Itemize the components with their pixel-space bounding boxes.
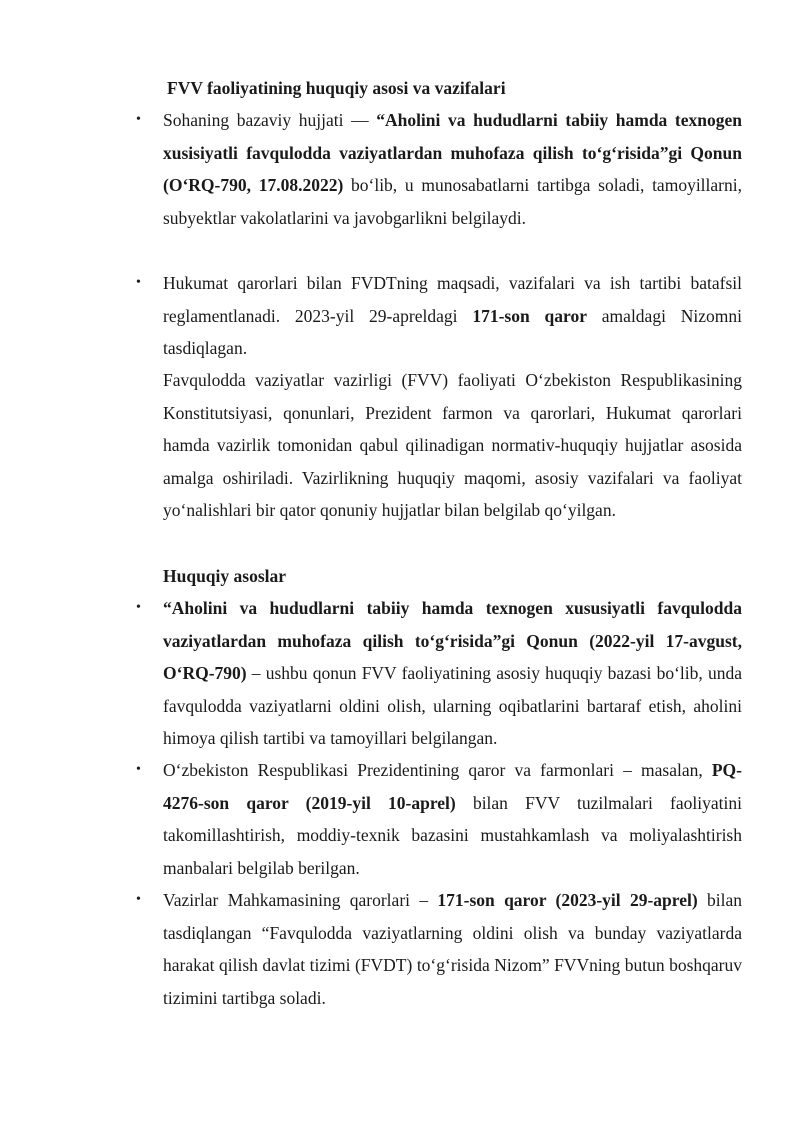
item-text: Vazirlar Mahkamasining qarorlari – [163,890,438,910]
item-text: bilan tasdiqlangan “Favqulodda vaziyatlarning oldini olish va bunday vaziyatlarda harakat qilish davlat tizimi (FVDT) to‘g‘risida Nizom” FVVning butun boshqaruv tizimini tartibga soladi. [163,890,742,1008]
list-item [163,754,742,884]
body-paragraph: Favqulodda vaziyatlar vazirligi (FVV) faoliyati O‘zbekiston Respublikasining Konstitutsiyasi, qonunlari, Prezident farmon va qarorlari, Hukumat qarorlari hamda vazirlik tomonidan qabul qilinadigan normativ-huquqiy hujjatlar asosida amalga oshiriladi. Vazirlikning huquqiy maqomi, asosiy vazifalari va faoliyat yo‘nalishlari bir qator qonuniy hujjatlar bilan belgilab qo‘yilgan. [163,370,742,521]
list-item [163,884,742,1014]
list-item [163,592,742,755]
item-text: Sohaning bazaviy hujjati — [163,110,377,130]
bullet-marker: • [136,112,141,127]
bullet-marker: • [136,600,141,615]
item-bold-text: “Aholini va hududlarni tabiiy hamda texnogen xususiyatli favqulodda vaziyatlardan muhofaza qilish to‘g‘risida”gi Qonun (2022-yil 17-avgust, O‘RQ-790) [163,598,742,684]
item-text: bilan FVV tuzilmalari faoliyatini takomillashtirish, moddiy-texnik bazasini mustahkamlash va moliyalashtirish manbalari belgilab berilgan. [163,792,742,878]
item-text: O‘zbekiston Respublikasi Prezidentining qaror va farmonlari – masalan, [163,760,712,780]
bullet-marker: • [136,275,141,290]
item-bold-text: 171-son qaror (2023-yil 29-aprel) [437,890,698,910]
bullet-marker: • [136,762,141,777]
item-bold-text: PQ-4276-son qaror (2019-yil 10-aprel) [163,760,742,813]
list-item [163,267,742,365]
list-item [163,104,742,234]
bullet-marker: • [136,892,141,907]
item-bold-text: 171-son qaror [472,305,587,326]
document-title: FVV faoliyatining huquqiy asosi va vazifalari [167,78,506,98]
item-text: bo‘lib, u munosabatlarni tartibga soladi, tamoyillarni, subyektlar vakolatlarini va javobgarlikni belgilaydi. [163,175,742,228]
item-bold-text: “Aholini va hududlarni tabiiy hamda texnogen xusisiyatli favqulodda vaziyatlardan muhofaza qilish to‘g‘risida”gi Qonun (O‘RQ-790, 17.08.2022) [163,110,742,196]
section-subheading: Huquqiy asoslar [163,566,287,586]
item-text: – ushbu qonun FVV faoliyatining asosiy huquqiy bazasi bo‘lib, unda favqulodda vaziyatlarni oldini olish, ularning oqibatlarini bartaraf etish, aholini himoya qilish tartibi va tamoyillari belgilangan. [163,663,742,749]
item-text: Hukumat qarorlari bilan FVDTning maqsadi, vazifalari va ish tartibi batafsil reglamentlanadi. 2023-yil 29-apreldagi [163,273,742,326]
item-text: amaldagi Nizomni tasdiqlagan. [163,305,742,359]
